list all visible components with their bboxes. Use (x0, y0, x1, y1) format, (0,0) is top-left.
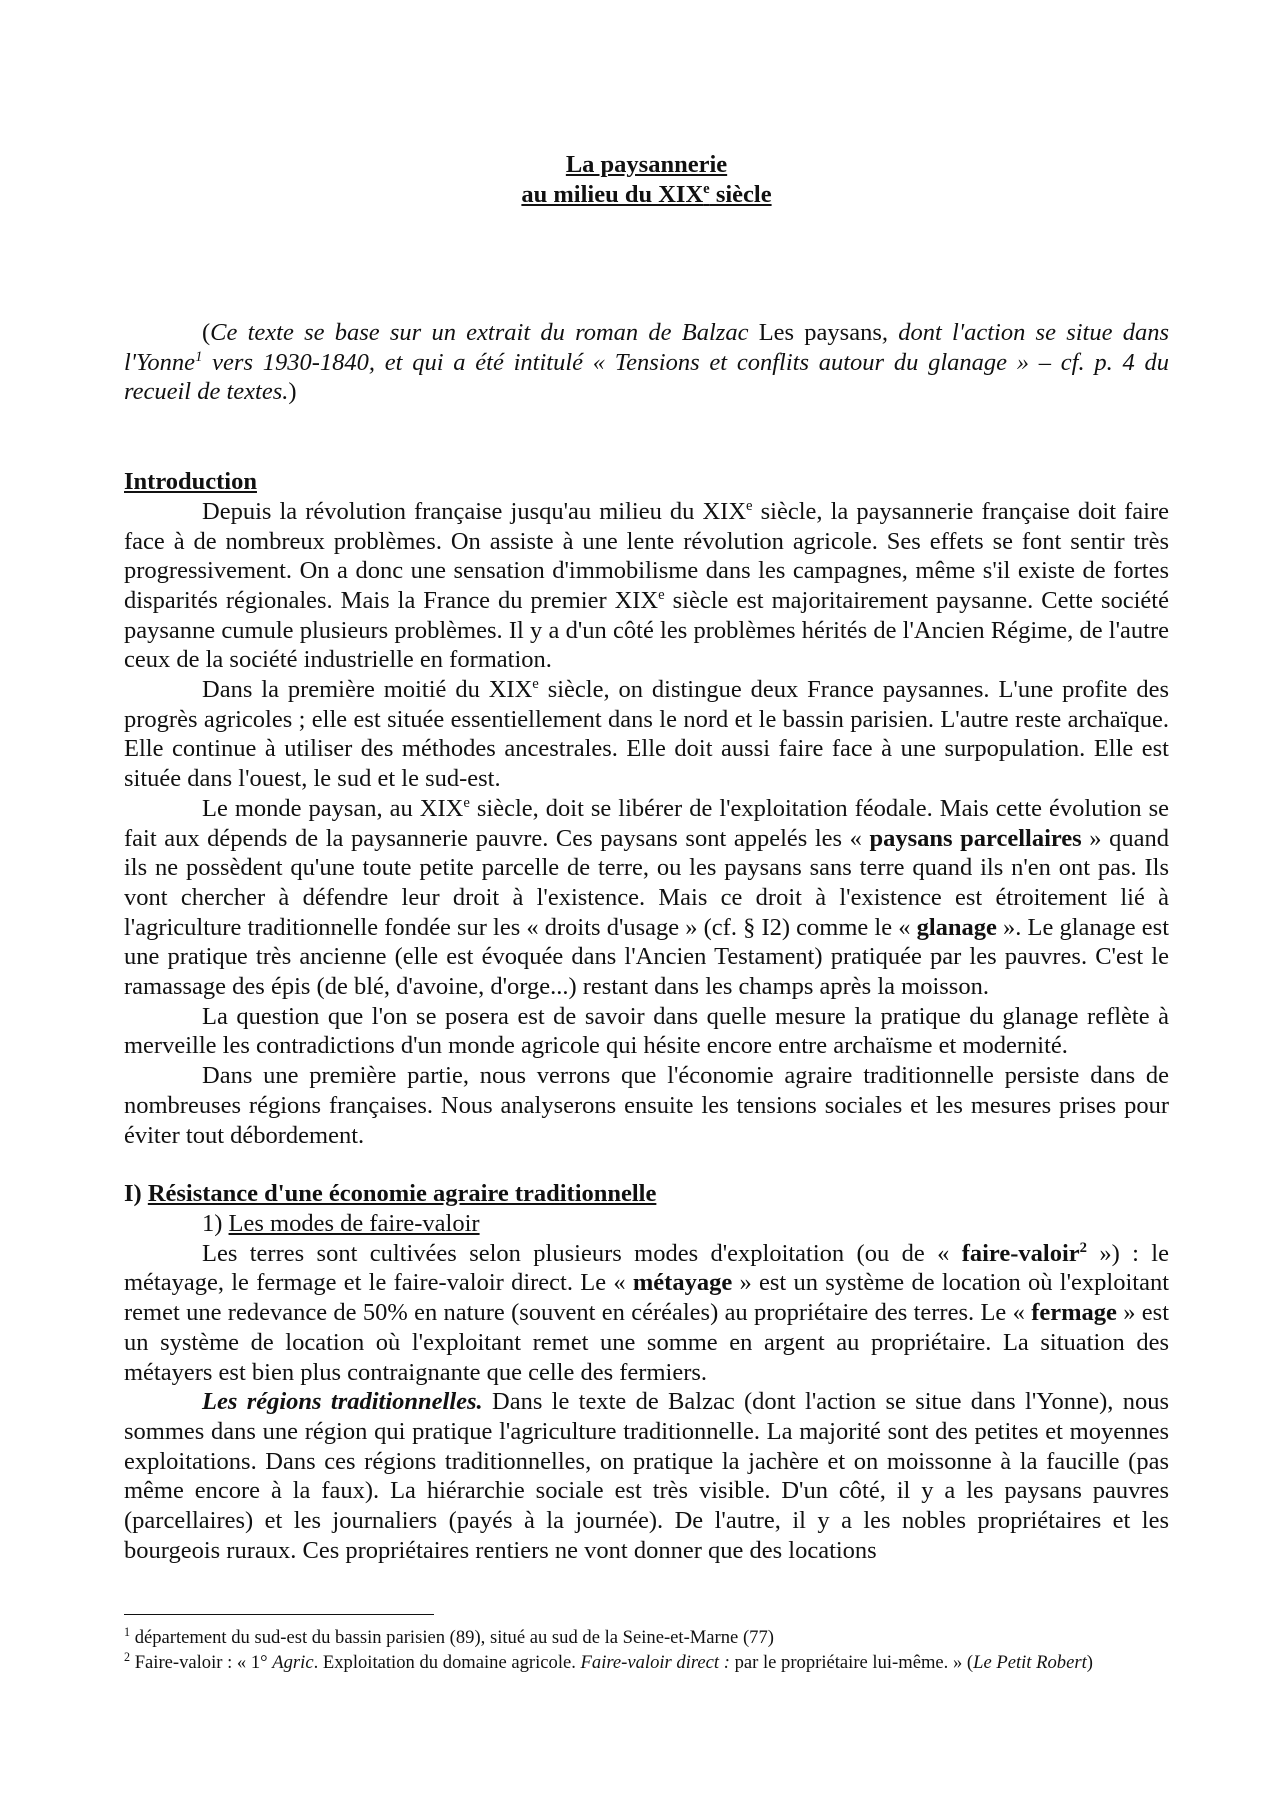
intro-paragraph-3 (124, 794, 1169, 1002)
preface-italic-2: , dont l'action se situe dans l'Yonne (124, 319, 1169, 376)
intro-paragraph-1 (124, 497, 1169, 675)
title-line-2-end: siècle (709, 181, 772, 208)
title-line-2-text: au milieu du XIX (521, 181, 704, 208)
page-content (124, 150, 1169, 1565)
part1-p1-b: ») : le métayage, le fermage et le faire-valoir direct. Le « (124, 1239, 1169, 1297)
footnote-2-fvd: Faire-valoir direct : (580, 1652, 730, 1673)
preface-open: ( (202, 319, 211, 346)
term-paysans-parcellaires: paysans parcellaires (869, 824, 1082, 852)
document-title (124, 150, 1169, 210)
term-glanage: glanage (916, 913, 997, 941)
sup-e: e (658, 586, 665, 603)
footnote-ref-2[interactable]: 2 (1079, 1239, 1087, 1256)
intro-p3-a: Le monde paysan, au XIX (202, 794, 464, 822)
part-1-number: I) (124, 1180, 148, 1208)
footnote-1-number: 1 (124, 1624, 131, 1639)
preface-paragraph (124, 318, 1169, 407)
footnote-2-c: par le propriétaire lui-même. » ( (729, 1652, 974, 1673)
intro-p3-d: ». Le glanage est une pratique très ancienne (elle est évoquée dans l'Ancien Testament) pratiquée par les pauvres. C'est le ramassage des épis (de blé, d'avoine, d'orge...) restant dans les champs après la moisson. (124, 913, 1170, 1001)
preface-italic-3: vers 1930-1840, et qui a été intitulé « Tensions et conflits autour du glanage » – cf. p. 4 du recueil de textes. (124, 348, 1169, 406)
term-faire-valoir: faire-valoir (961, 1239, 1080, 1267)
part1-p1-a: Les terres sont cultivées selon plusieurs modes d'exploitation (ou de « (202, 1239, 962, 1267)
part1-p2-rest: Dans le texte de Balzac (dont l'action se situe dans l'Yonne), nous sommes dans une région qui pratique l'agriculture traditionnelle. La majorité sont des petites et moyennes exploitations. Dans ces régions traditionnelles, on pratique la jachère et on moissonne à la faucille (pas même encore à la faux). La hiérarchie sociale est très visible. D'un côté, il y a les paysans pauvres (parcellaires) et les journaliers (payés à la journée). De l'autre, il y a les nobles propriétaires et les bourgeois ruraux. Ces propriétaires rentiers ne vont donner que des locations (124, 1388, 1169, 1564)
preface-italic-1: Ce texte se base sur un extrait du roman de Balzac (210, 319, 759, 346)
term-metayage: métayage (632, 1269, 733, 1297)
footnote-separator (124, 1614, 434, 1615)
title-line-2 (124, 180, 1169, 210)
sup-e: e (532, 675, 539, 692)
intro-p1-c: siècle est majoritairement paysanne. Cette société paysanne cumule plusieurs problèmes. Il y a d'un côté les problèmes hérités de l'Ancien Régime, de l'autre ceux de la société industrielle en formation. (124, 586, 1169, 674)
title-line-1: La paysannerie (565, 151, 728, 178)
part1-paragraph-1 (124, 1239, 1169, 1388)
footnote-2 (124, 1650, 1169, 1675)
footnote-2-a: Faire-valoir : « 1° (130, 1652, 273, 1673)
part-1-title: Résistance d'une économie agraire traditionnelle (147, 1180, 657, 1208)
footnote-1 (124, 1625, 1169, 1650)
footnote-ref-1[interactable]: 1 (195, 348, 203, 365)
intro-p3-b: siècle, doit se libérer de l'exploitation féodale. Mais cette évolution se fait aux dépends de la paysannerie pauvre. Ces paysans sont appelés les « (124, 794, 1169, 852)
part1-paragraph-2 (124, 1387, 1169, 1565)
intro-paragraph-5: Dans une première partie, nous verrons que l'économie agraire traditionnelle persiste dans de nombreuses régions françaises. Nous analyserons ensuite les tensions sociales et les mesures prises pour éviter tout débordement. (124, 1062, 1169, 1149)
sup-e: e (463, 794, 470, 811)
term-fermage: fermage (1031, 1299, 1117, 1327)
footnote-2-d: ) (1086, 1652, 1093, 1673)
sup-e: e (746, 497, 753, 514)
part-1-heading (124, 1179, 1169, 1209)
regions-traditionnelles-lead: Les régions traditionnelles. (202, 1388, 483, 1416)
intro-p2-a: Dans la première moitié du XIX (202, 676, 533, 704)
intro-p1-b: siècle, la paysannerie française doit faire face à de nombreux problèmes. On assiste à une lente révolution agricole. Ses effets se font sentir très progressivement. On a donc une sensation d'immobilisme dans les campagnes, même s'il existe de fortes disparités régionales. Mais la France du premier XIX (124, 497, 1169, 614)
part1-p1-c: » est un système de location où l'exploitant remet une redevance de 50% en nature (souvent en céréales) au propriétaire des terres. Le « (124, 1269, 1169, 1327)
intro-paragraph-2 (124, 675, 1169, 794)
introduction-heading: Introduction (124, 468, 257, 496)
part1-p1-d: » est un système de location où l'exploitant remet une somme en argent au propriétaire. La situation des métayers est bien plus contraignante que celle des fermiers. (124, 1299, 1170, 1386)
intro-p3-c: » quand ils ne possèdent qu'une toute petite parcelle de terre, ou les paysans sans terre quand ils n'en ont pas. Ils vont chercher à défendre leur droit à l'existence. Mais ce droit à l'existence est étroitement lié à l'agriculture traditionnelle fondée sur les « droits d'usage » (cf. § I2) comme le « (124, 824, 1169, 941)
preface-close: ) (288, 378, 297, 406)
intro-p2-b: siècle, on distingue deux France paysannes. L'une profite des progrès agricoles ; elle est située essentiellement dans le nord et le bassin parisien. L'autre reste archaïque. Elle continue à utiliser des méthodes ancestrales. Elle doit aussi faire face à une surpopulation. Elle est située dans l'ouest, le sud et le sud-est. (124, 676, 1169, 793)
footnote-2-b: . Exploitation du domaine agricole. (313, 1652, 581, 1673)
intro-paragraph-4: La question que l'on se posera est de savoir dans quelle mesure la pratique du glanage reflète à merveille les contradictions d'un monde agricole qui hésite encore entre archaïsme et modernité. (124, 1002, 1169, 1060)
footnote-2-number: 2 (124, 1649, 131, 1664)
footnote-2-agric: Agric (272, 1652, 314, 1673)
footnote-2-source: Le Petit Robert (973, 1652, 1087, 1673)
subsection-title: Les modes de faire-valoir (228, 1209, 480, 1237)
footnotes (124, 1625, 1169, 1675)
subsection-number: 1) (202, 1209, 229, 1237)
subsection-1-heading (124, 1209, 1169, 1239)
title-superscript: e (703, 180, 710, 197)
footnote-1-text: département du sud-est du bassin parisien (89), situé au sud de la Seine-et-Marne (77) (130, 1627, 774, 1648)
preface-book-title: Les paysans (758, 319, 882, 346)
intro-p1-a: Depuis la révolution française jusqu'au milieu du XIX (202, 497, 747, 525)
